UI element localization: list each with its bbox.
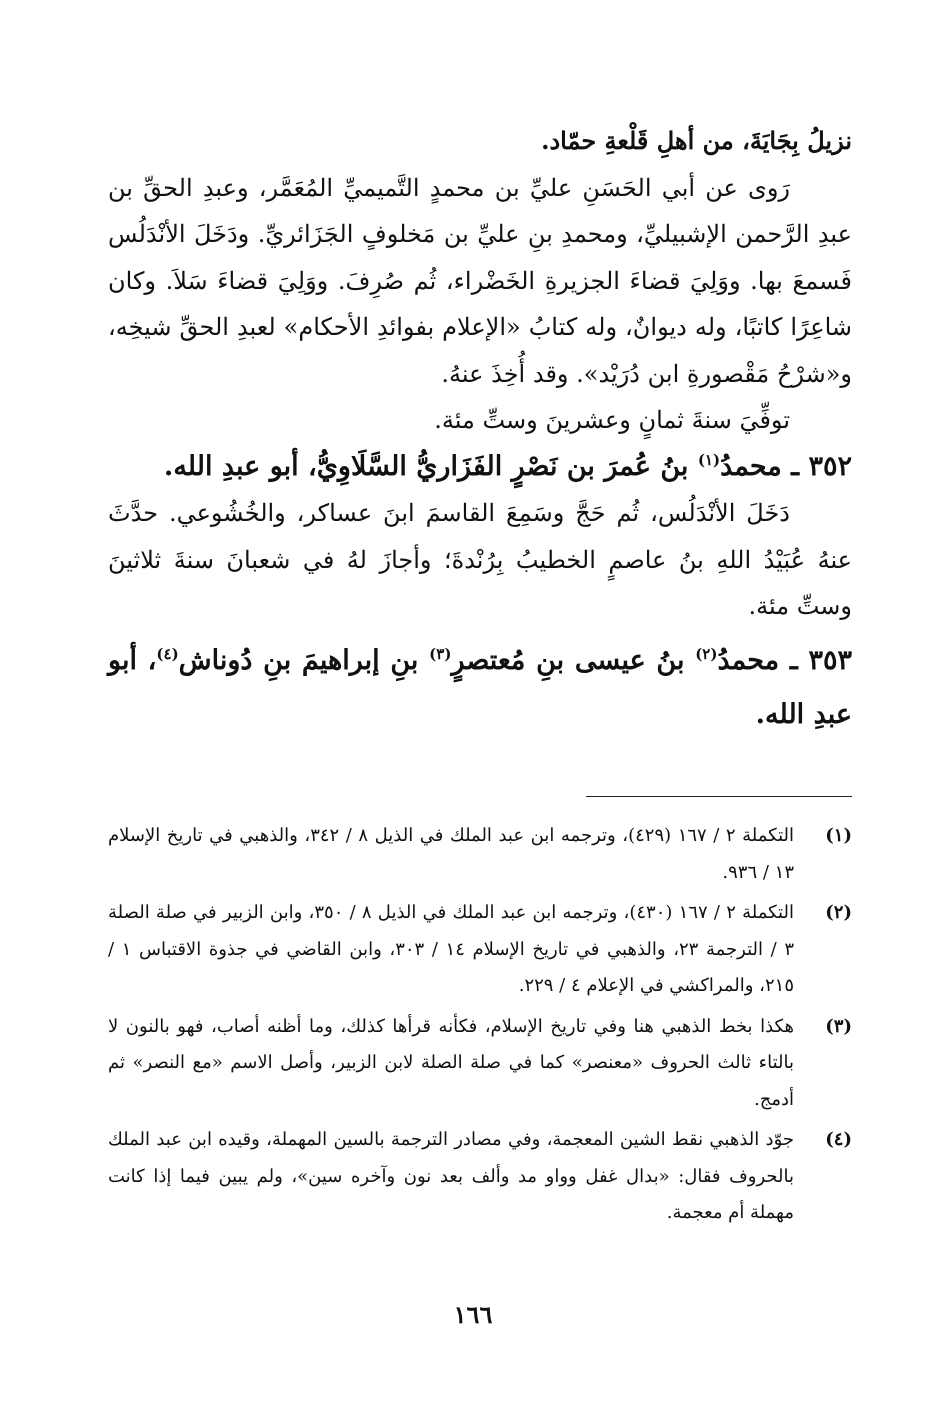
footnote-text: جوّد الذهبي نقط الشين المعجمة، وفي مصادر الترجمة بالسين المهملة، وقيده ابن عبد الملك بالحروف فقال: «بدال غفل وواو مد وألف بعد نون وآخره سين»، ولم يبين فيما إذا كانت مهملة أم معجمة. <box>108 1129 794 1223</box>
footnote-text: التكملة ٢ / ١٦٧ (٤٢٩)، وترجمه ابن عبد الملك في الذيل ٨ / ٣٤٢، والذهبي في تاريخ الإسلام ١٣ / ٩٣٦. <box>108 825 794 883</box>
footnote-3 <box>108 1009 852 1119</box>
entry-352-name: ٣٥٢ ـ محمدُ <box>720 450 852 482</box>
footnote-number: (٢) <box>825 902 852 923</box>
biography-paragraph: رَوى عن أبي الحَسَنِ عليِّ بن محمدٍ التَّميميِّ المُعَمَّر، وعبدِ الحقِّ بن عبدِ الرَّحمن الإشبيليِّ، ومحمدِ بنِ عليِّ بن مَخلوفٍ الجَزَائريِّ. ودَخَلَ الأنْدَلُس فَسمعَ بها. ووَلِيَ قضاءَ الجزيرةِ الخَضْراء، ثُم صُرِفَ. ووَلِيَ قضاءَ سَلاَ. وكان شاعِرًا كاتبًا، وله ديوانٌ، وله كتابُ «الإعلام بفوائدِ الأحكام» لعبدِ الحقِّ شيخِه، و«شرْحُ مَقْصورةِ ابن دُرَيْد». وقد أُخِذَ عنهُ. <box>108 173 852 388</box>
footnote-text: التكملة ٢ / ١٦٧ (٤٣٠)، وترجمه ابن عبد الملك في الذيل ٨ / ٣٥٠، وابن الزبير في صلة الصلة ٣ / الترجمة ٢٣، والذهبي في تاريخ الإسلام ١٤ / ٣٠٣، وابن القاضي في جذوة الاقتباس ١ / ٢١٥، والمراكشي في الإعلام ٤ / ٢٢٩. <box>108 902 794 996</box>
main-text <box>108 118 852 742</box>
footnote-2 <box>108 895 852 1005</box>
footnote-4 <box>108 1122 852 1232</box>
footnote-1 <box>108 818 852 891</box>
entry-352-body: دَخَلَ الأنْدَلُس، ثُم حَجَّ وسَمِعَ القاسمَ ابنَ عساكر، والخُشُوعي. حدَّثَ عنهُ عُبَيْدُ اللهِ بنُ عاصمٍ الخطيبُ بِرُنْدةَ؛ وأجازَ لهُ في شعبانَ سنةَ ثلاثينَ وستِّ مئة. <box>108 499 852 620</box>
footnote-ref-2: (٢) <box>695 644 718 663</box>
entry-353-lineage-a: بنُ عيسى بنِ مُعتصرٍ <box>451 644 696 676</box>
entry-352-heading <box>108 444 852 491</box>
entry-353-name: ٣٥٣ ـ محمدُ <box>717 644 852 676</box>
entry-353-heading <box>108 634 852 742</box>
footnote-ref-4: (٤) <box>156 644 179 663</box>
footnote-text: هكذا بخط الذهبي هنا وفي تاريخ الإسلام، فكأنه قرأها كذلك، وما أظنه أصاب، فهو بالنون لا بالتاء ثالث الحروف «معنصر» كما في صلة الصلة لابن الزبير، وأصل الاسم «مع النصر» ثم أدمج. <box>108 1015 794 1110</box>
death-line: توفِّيَ سنةَ ثمانٍ وعشرينَ وستِّ مئة. <box>434 406 790 434</box>
entry-353-kunya: ، أبو عبدِ الله. <box>108 644 852 730</box>
footnote-separator <box>586 796 852 797</box>
footnote-ref-3: (٣) <box>429 644 452 663</box>
footnote-number: (١) <box>825 825 852 846</box>
intro-line: نزيلُ بِجَايَةَ، من أهلِ قَلْعةِ حمّاد. <box>541 126 852 155</box>
footnote-number: (٤) <box>825 1129 852 1150</box>
page-number: ١٦٦ <box>453 1300 493 1329</box>
footnote-ref-1: (١) <box>697 450 721 469</box>
footnote-number: (٣) <box>825 1015 852 1037</box>
footnotes <box>108 818 852 1232</box>
entry-353-lineage-b: بنِ إبراهيمَ بنِ دُوناش <box>178 644 430 676</box>
entry-352-lineage: بنُ عُمرَ بن نَصْرٍ الفَزَاريُّ السَّلَاوِيُّ، أبو عبدِ الله. <box>163 450 698 482</box>
